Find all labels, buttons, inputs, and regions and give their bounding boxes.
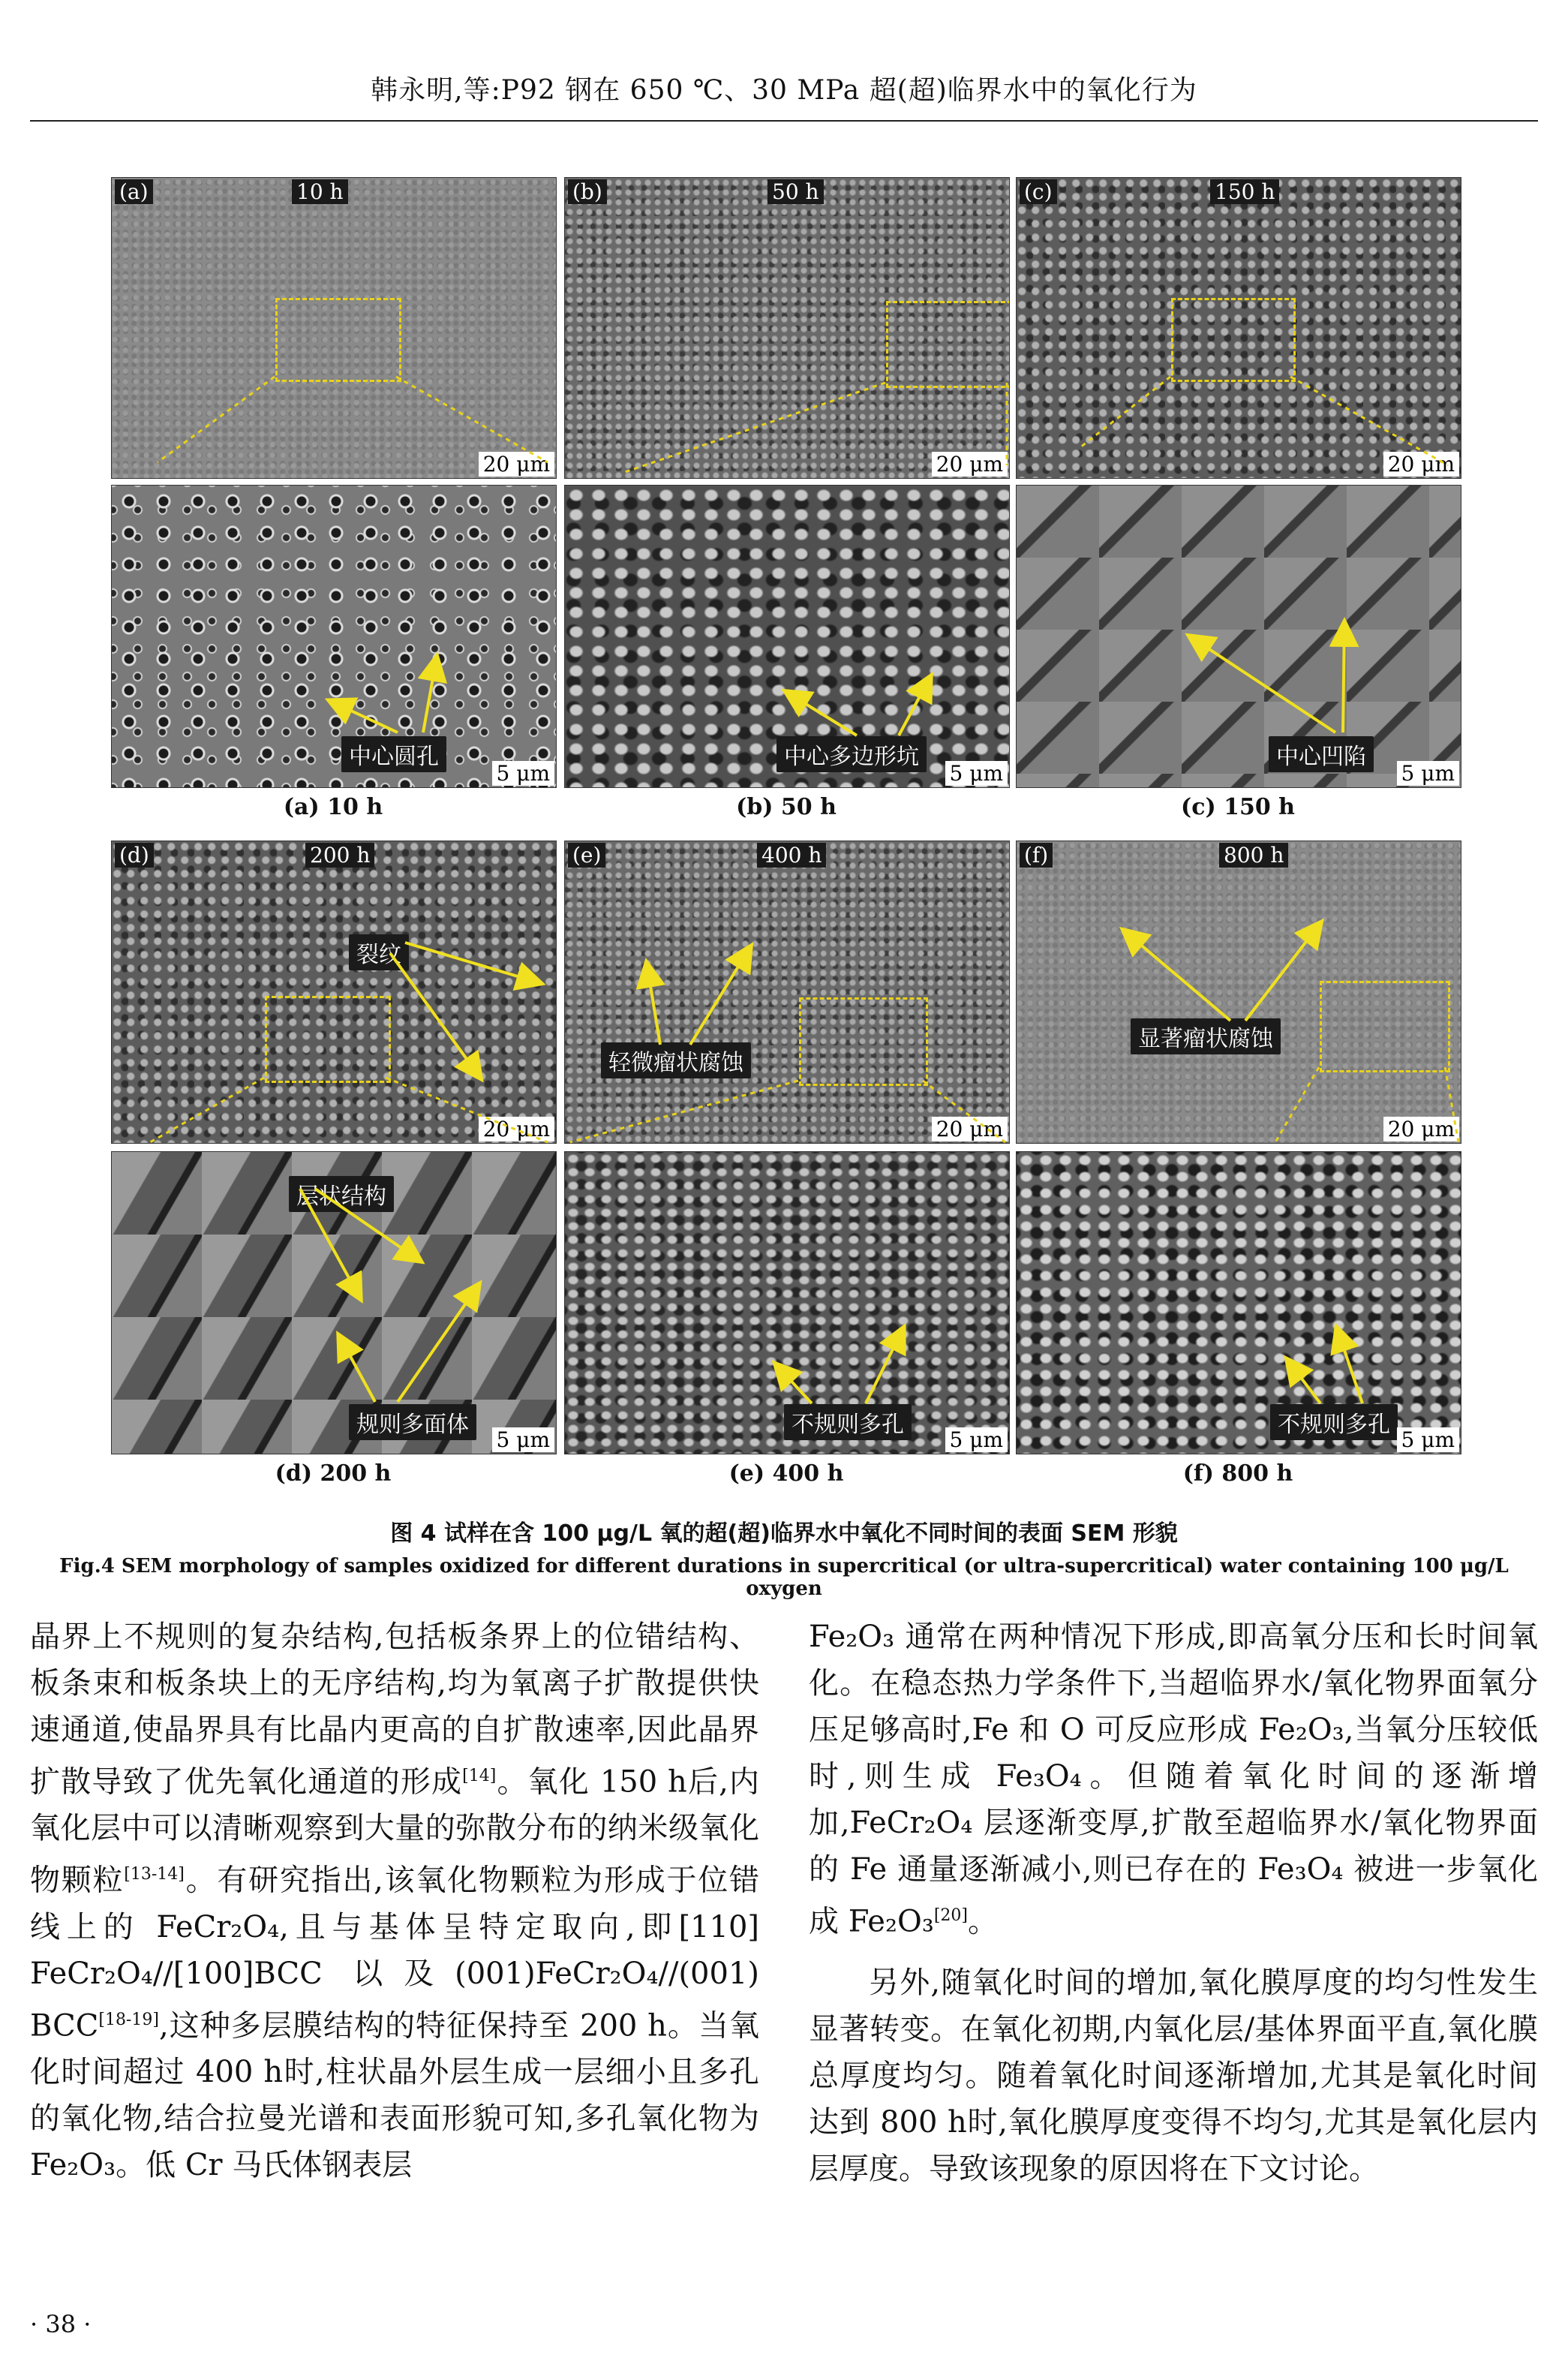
zoom-box: [799, 997, 928, 1086]
paragraph: [30, 1614, 759, 2188]
scale-bar: 5 μm: [1397, 761, 1459, 786]
right-column: [809, 1614, 1538, 2192]
panel-time: 800 h: [1219, 843, 1288, 868]
annotation-label: 中心凹陷: [1269, 736, 1374, 772]
annotation-label: 层状结构: [289, 1176, 394, 1212]
subcaption-c: (c) 150 h: [1181, 794, 1295, 820]
citation: [13-14]: [124, 1865, 185, 1884]
panel-label: (e): [568, 843, 605, 868]
annotation-label: 裂纹: [349, 934, 409, 970]
panel-c-low: [1016, 177, 1461, 479]
text-run: 晶界上不规则的复杂结构,包括板条界上的位错结构、板条束和板条块上的无序结构,均为氧离子扩散提供快速通道,使晶界具有比晶内更高的自扩散速率,因此晶界扩散导致了优先氧化通道的形成: [30, 1620, 759, 1800]
scale-bar: 20 μm: [479, 452, 554, 477]
panel-f-low: [1016, 841, 1461, 1144]
paragraph: [809, 1614, 1538, 1944]
page-number: · 38 ·: [30, 2310, 92, 2338]
panel-label: (b): [568, 179, 607, 204]
text-run: 。有研究指出,该氧化物颗粒为形成于位错线上的 FeCr₂O₄,且与基体呈特定取向,即[110] FeCr₂O₄//[100]BCC 以及(001)FeCr₂O₄//(001) BCC: [30, 1863, 760, 2043]
panel-d-high: [111, 1151, 557, 1454]
text-run: ,这种多层膜结构的特征保持至 200 h。当氧化时间超过 400 h时,柱状晶外层生成一层细小且多孔的氧化物,结合拉曼光谱和表面形貌可知,多孔氧化物为 Fe₂O₃。低 Cr 马氏体钢表层: [30, 2008, 759, 2182]
citation: [14]: [462, 1767, 497, 1785]
figure-caption-en: Fig.4 SEM morphology of samples oxidized for different durations in supercritical (or ultra-supercritical) water containing 100 μg/L oxygen: [59, 1555, 1509, 1600]
panel-a-high: [111, 485, 557, 788]
panel-d-low: [111, 841, 557, 1144]
panel-time: 200 h: [305, 843, 374, 868]
scale-bar: 20 μm: [1383, 1117, 1459, 1141]
panel-label: (f): [1020, 843, 1053, 868]
citation: [18-19]: [98, 2010, 159, 2029]
scale-bar: 5 μm: [492, 761, 554, 786]
scale-bar: 20 μm: [932, 1117, 1008, 1141]
scale-bar: 5 μm: [945, 1427, 1008, 1452]
panel-f-high: [1016, 1151, 1461, 1454]
annotation-label: 中心圆孔: [341, 736, 446, 772]
zoom-box: [1171, 298, 1296, 382]
left-column: [30, 1614, 759, 2188]
panel-label: (d): [115, 843, 154, 868]
panel-label: (c): [1020, 179, 1057, 204]
subcaption-f: (f) 800 h: [1182, 1460, 1293, 1487]
zoom-box: [265, 996, 391, 1083]
panel-a-low: [111, 177, 557, 479]
text-run: 。氧化 150 h后,内氧化层中可以清晰观察到大量的弥散分布的纳米级氧化物颗粒: [30, 1764, 759, 1898]
panel-c-high: [1016, 485, 1461, 788]
scale-bar: 5 μm: [945, 761, 1008, 786]
subcaption-e: (e) 400 h: [728, 1460, 844, 1487]
scale-bar: 20 μm: [932, 452, 1008, 477]
paragraph: 另外,随氧化时间的增加,氧化膜厚度的均匀性发生显著转变。在氧化初期,内氧化层/基体界面平直,氧化膜总厚度均匀。随着氧化时间逐渐增加,尤其是氧化时间达到 800 h时,氧化膜厚度变得不均匀,尤其是氧化层内层厚度。导致该现象的原因将在下文讨论。: [809, 1965, 1538, 2187]
panel-time: 400 h: [757, 843, 826, 868]
running-title: 韩永明,等:P92 钢在 650 ℃、30 MPa 超(超)临界水中的氧化行为: [371, 75, 1197, 106]
zoom-box: [886, 301, 1010, 388]
panel-time: 10 h: [292, 179, 348, 204]
panel-e-high: [564, 1151, 1010, 1454]
scale-bar: 20 μm: [479, 1117, 554, 1141]
annotation-label: 规则多面体: [349, 1404, 476, 1440]
header-rule: [30, 120, 1538, 122]
annotation-label: 不规则多孔: [784, 1404, 912, 1440]
panel-e-low: [564, 841, 1010, 1144]
annotation-label: 轻微瘤状腐蚀: [601, 1042, 751, 1078]
text-run: Fe₂O₃ 通常在两种情况下形成,即高氧分压和长时间氧化。在稳态热力学条件下,当超临界水/氧化物界面氧分压足够高时,Fe 和 O 可反应形成 Fe₂O₃,当氧分压较低时,则生成 Fe₃O₄。但随着氧化时间的逐渐增加,FeCr₂O₄ 层逐渐变厚,扩散至超临界水/氧化物界面的 Fe 通量逐渐减小,则已存在的 Fe₃O₄ 被进一步氧化成 Fe₂O₃: [809, 1620, 1538, 1939]
text-run: 。: [968, 1904, 998, 1939]
scale-bar: 5 μm: [492, 1427, 554, 1452]
subcaption-d: (d) 200 h: [275, 1460, 392, 1487]
panel-time: 50 h: [767, 179, 824, 204]
annotation-label: 显著瘤状腐蚀: [1131, 1018, 1281, 1054]
citation: [20]: [933, 1906, 968, 1925]
panel-time: 150 h: [1210, 179, 1279, 204]
subcaption-a: (a) 10 h: [283, 794, 383, 820]
panel-b-low: [564, 177, 1010, 479]
annotation-label: 中心多边形坑: [776, 736, 927, 772]
panel-label: (a): [115, 179, 153, 204]
subcaption-b: (b) 50 h: [736, 794, 837, 820]
annotation-label: 不规则多孔: [1270, 1404, 1398, 1440]
zoom-box: [275, 298, 401, 382]
panel-b-high: [564, 485, 1010, 788]
scale-bar: 20 μm: [1383, 452, 1459, 477]
figure-caption-zh: 图 4 试样在含 100 μg/L 氧的超(超)临界水中氧化不同时间的表面 SEM 形貌: [390, 1520, 1178, 1547]
scale-bar: 5 μm: [1397, 1427, 1459, 1452]
zoom-box: [1320, 981, 1450, 1072]
